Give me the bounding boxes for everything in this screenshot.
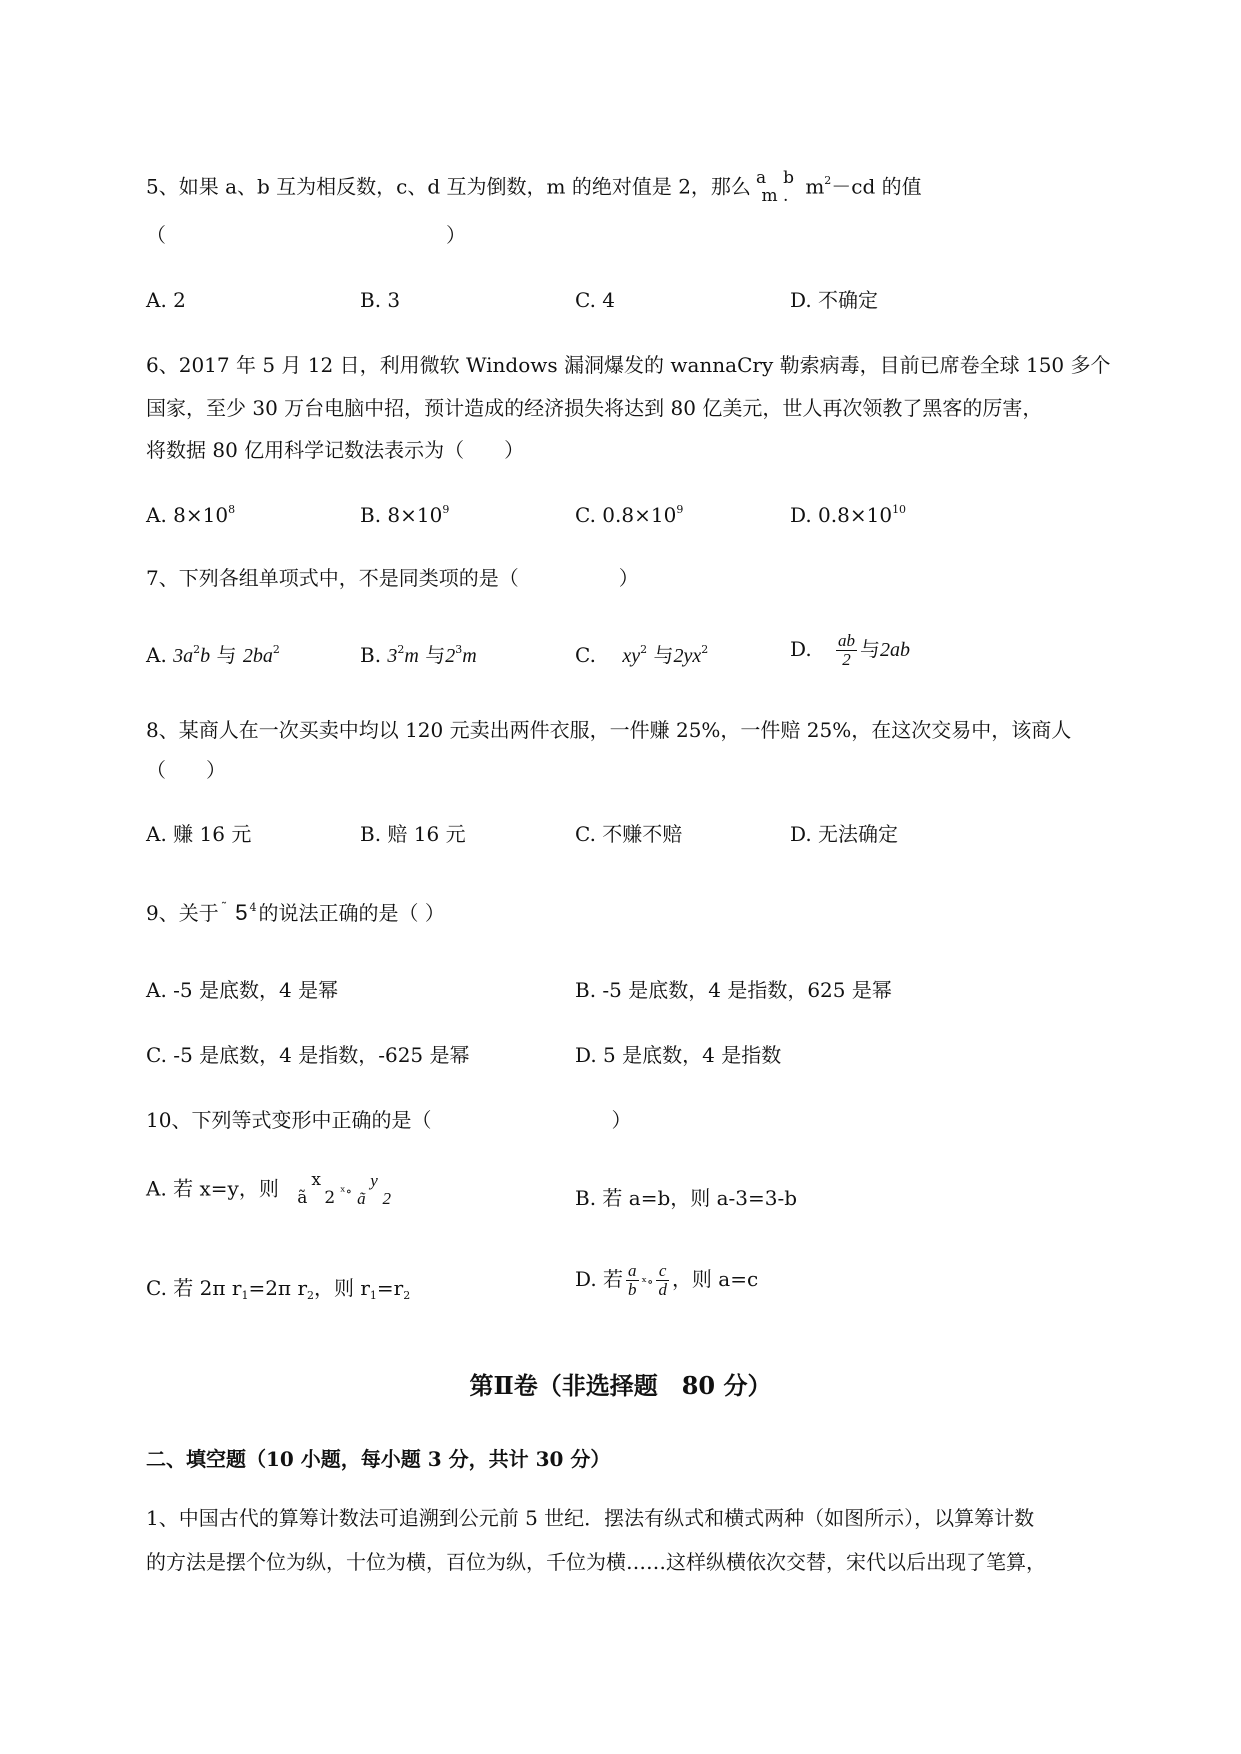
- fill-q1-line-1: 1、中国古代的算筹计数法可追溯到公元前 5 世纪．摆法有纵式和横式两种（如图所示），以算筹计数: [146, 1506, 1035, 1530]
- q9-stem: 9、关于 ˜ 5 $^4$ 的说法正确的是（ ）: [146, 900, 445, 925]
- q6-option-d: D. $0.8\times 10^{10}$: [790, 503, 907, 527]
- q10-d-fraction-right: $\frac{c}{d}$: [658, 1261, 667, 1299]
- q6-option-b: B. $8\times 10^9$: [360, 503, 450, 527]
- q8-option-d: D. 无法确定: [790, 822, 899, 846]
- q9-option-b: B. -5 是底数，4 是指数，625 是幂: [575, 978, 892, 1002]
- q5-stem: 5、如果 a、b 互为相反数，c、d 互为倒数，m 的绝对值是 2，那么 a b m . $m^2-cd$ 的值: [146, 168, 922, 206]
- q5-option-c: C. 4: [575, 288, 616, 312]
- q9-option-c: C. -5 是底数，4 是指数，-625 是幂: [146, 1043, 470, 1067]
- q10-option-b: B. 若 a=b，则 a-3=3-b: [575, 1186, 798, 1210]
- q10-a-fraction-left: x ã 2: [297, 1170, 336, 1208]
- q8-option-b: B. 赔 16 元: [360, 822, 466, 846]
- q10-option-d: D. 若 $\frac{a}{b}$ ˣ∘ $\frac{c}{d}$ ，则 a=c: [575, 1261, 759, 1299]
- q6-option-a: A. $8\times 10^8$: [146, 503, 236, 527]
- q10-option-c: C. 若 2π $r_1=2\pi$ $r_2$，则 $r_1=r_2$: [146, 1276, 411, 1302]
- q7-d-fraction: $\frac{ab}{2}$: [838, 631, 856, 669]
- q7-option-c: C. $xy^2$ 与$2yx^2$: [575, 643, 709, 667]
- fill-q1-line-2: 的方法是摆个位为纵，十位为横，百位为纵，千位为横……这样纵横依次交替，宋代以后出现了笔算，: [146, 1550, 1046, 1574]
- q6-line-2: 国家，至少 30 万台电脑中招，预计造成的经济损失将达到 80 亿美元，世人再次领教了黑客的厉害，: [146, 396, 1043, 420]
- q6-line-3: 将数据 80 亿用科学记数法表示为（ ）: [146, 438, 525, 462]
- q5-option-b: B. 3: [360, 288, 401, 312]
- q8-option-c: C. 不赚不赔: [575, 822, 683, 846]
- q9-option-a: A. -5 是底数，4 是幂: [146, 978, 339, 1002]
- q5-stem-text: 5、如果 a、b 互为相反数，c、d 互为倒数，m 的绝对值是 2，那么: [146, 174, 751, 199]
- q6-line-1: 6、2017 年 5 月 12 日，利用微软 Windows 漏洞爆发的 wannaCry 勒索病毒，目前已席卷全球 150 多个: [146, 353, 1111, 377]
- q8-option-a: A. 赚 16 元: [146, 822, 252, 846]
- q8-line-1: 8、某商人在一次买卖中均以 120 元卖出两件衣服，一件赚 25%，一件赔 25%，在这次交易中，该商人: [146, 718, 1072, 742]
- q5-answer-paren: （ ）: [146, 223, 466, 247]
- q9-option-d: D. 5 是底数，4 是指数: [575, 1043, 782, 1067]
- q10-d-fraction-left: $\frac{a}{b}$: [628, 1261, 637, 1299]
- q7-option-b: B. $3^2m$ 与$2^3m$: [360, 643, 477, 667]
- q5-option-d: D. 不确定: [790, 288, 879, 312]
- fill-in-section-title: 二、填空题（10 小题，每小题 3 分，共计 30 分）: [146, 1447, 611, 1471]
- q10-option-a: A. 若 x=y，则 x ã 2 ˣ∘ y ã 2: [146, 1170, 392, 1208]
- q7-option-d: D. $\frac{ab}{2}$ 与2ab: [790, 631, 911, 669]
- q6-option-c: C. $0.8\times 10^9$: [575, 503, 684, 527]
- q7-stem: 7、下列各组单项式中，不是同类项的是（ ）: [146, 566, 639, 590]
- section-2-title: 第Ⅱ卷（非选择题 80 分）: [469, 1371, 772, 1400]
- q7-option-a: A. $3a^2b$ 与 $2ba^2$: [146, 643, 280, 667]
- q10-stem: 10、下列等式变形中正确的是（ ）: [146, 1108, 632, 1132]
- q8-line-2: （ ）: [146, 758, 226, 782]
- q10-a-fraction-right: y ã 2: [357, 1171, 392, 1208]
- q5-fraction: a b m .: [755, 168, 794, 206]
- q5-option-a: A. 2: [146, 288, 186, 312]
